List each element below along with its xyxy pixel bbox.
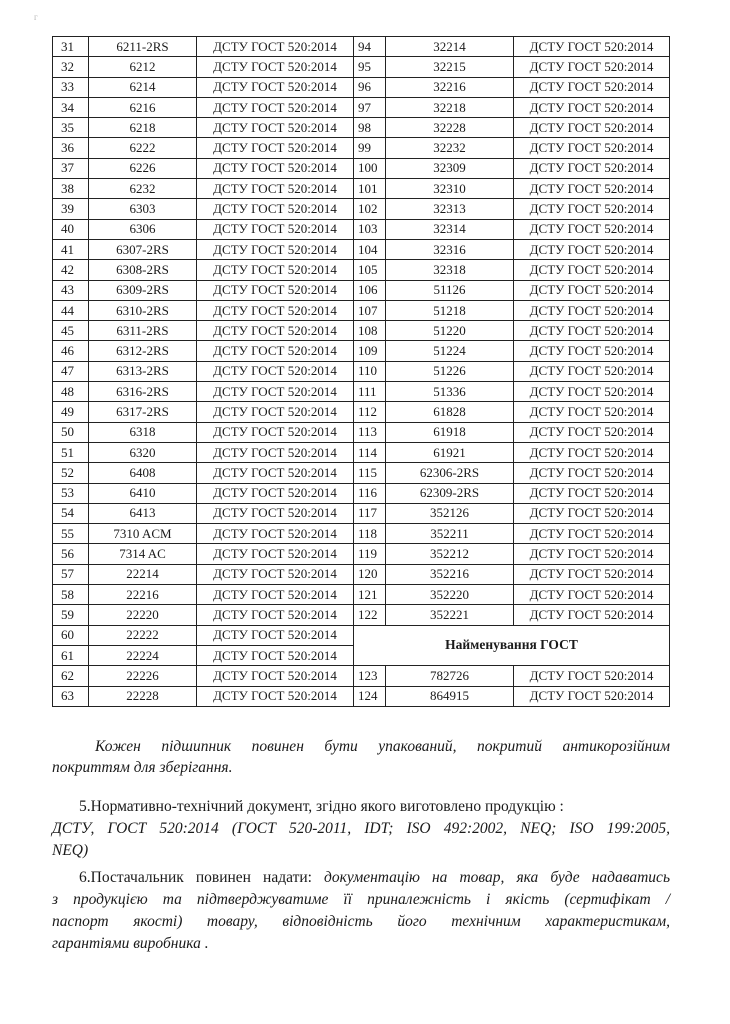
bearing-code-cell: 22216 (89, 585, 197, 605)
bearing-code-cell: 6232 (89, 179, 197, 199)
row-number-cell: 123 (354, 666, 386, 686)
bearing-code-cell: 32214 (386, 37, 514, 57)
bearing-code-cell: 32314 (386, 219, 514, 239)
bearing-table (52, 36, 670, 707)
standard-cell: ДСТУ ГОСТ 520:2014 (514, 544, 670, 564)
standard-cell: ДСТУ ГОСТ 520:2014 (514, 77, 670, 97)
standard-cell: ДСТУ ГОСТ 520:2014 (197, 442, 354, 462)
table-row (53, 422, 670, 442)
bearing-code-cell: 6317-2RS (89, 402, 197, 422)
standard-cell: ДСТУ ГОСТ 520:2014 (514, 118, 670, 138)
row-number-cell: 104 (354, 239, 386, 259)
bearing-code-cell: 352212 (386, 544, 514, 564)
row-number-cell: 108 (354, 321, 386, 341)
table-row (53, 686, 670, 706)
row-number-cell: 102 (354, 199, 386, 219)
table-row (53, 158, 670, 178)
standard-cell: ДСТУ ГОСТ 520:2014 (197, 239, 354, 259)
row-number-cell: 62 (53, 666, 89, 686)
bearing-code-cell: 62309-2RS (386, 483, 514, 503)
row-number-cell: 31 (53, 37, 89, 57)
table-row (53, 605, 670, 625)
row-number-cell: 97 (354, 97, 386, 117)
bearing-code-cell: 7310 ACM (89, 524, 197, 544)
row-number-cell: 107 (354, 300, 386, 320)
bearing-code-cell: 6216 (89, 97, 197, 117)
bearing-code-cell: 51126 (386, 280, 514, 300)
bearing-code-cell: 51220 (386, 321, 514, 341)
bearing-code-cell: 6410 (89, 483, 197, 503)
standard-cell: ДСТУ ГОСТ 520:2014 (514, 666, 670, 686)
table-row (53, 57, 670, 77)
bearing-code-cell: 32215 (386, 57, 514, 77)
row-number-cell: 38 (53, 179, 89, 199)
standard-cell: ДСТУ ГОСТ 520:2014 (514, 280, 670, 300)
bearing-code-cell: 62306-2RS (386, 463, 514, 483)
standard-cell: ДСТУ ГОСТ 520:2014 (197, 382, 354, 402)
standard-cell: ДСТУ ГОСТ 520:2014 (197, 199, 354, 219)
bearing-code-cell: 352220 (386, 585, 514, 605)
bearing-code-cell: 32318 (386, 260, 514, 280)
row-number-cell: 48 (53, 382, 89, 402)
standard-cell: ДСТУ ГОСТ 520:2014 (197, 544, 354, 564)
row-number-cell: 117 (354, 503, 386, 523)
bearing-code-cell: 6316-2RS (89, 382, 197, 402)
bearing-code-cell: 7314 AC (89, 544, 197, 564)
bearing-code-cell: 6211-2RS (89, 37, 197, 57)
table-row (53, 77, 670, 97)
bearing-code-cell: 864915 (386, 686, 514, 706)
bearing-code-cell: 32232 (386, 138, 514, 158)
table-row (53, 585, 670, 605)
standard-cell: ДСТУ ГОСТ 520:2014 (197, 564, 354, 584)
bearing-code-cell: 352221 (386, 605, 514, 625)
row-number-cell: 63 (53, 686, 89, 706)
row-number-cell: 42 (53, 260, 89, 280)
row-number-cell: 59 (53, 605, 89, 625)
standard-cell: ДСТУ ГОСТ 520:2014 (514, 503, 670, 523)
row-number-cell: 37 (53, 158, 89, 178)
row-number-cell: 101 (354, 179, 386, 199)
standard-cell: ДСТУ ГОСТ 520:2014 (514, 260, 670, 280)
bearing-code-cell: 61921 (386, 442, 514, 462)
standard-cell: ДСТУ ГОСТ 520:2014 (197, 463, 354, 483)
standard-cell: ДСТУ ГОСТ 520:2014 (197, 118, 354, 138)
table-row (53, 239, 670, 259)
standard-cell: ДСТУ ГОСТ 520:2014 (514, 564, 670, 584)
row-number-cell: 114 (354, 442, 386, 462)
supplier-requirement-doc: документацію на товар, яка буде надаватись (324, 869, 670, 886)
row-number-cell: 98 (354, 118, 386, 138)
row-number-cell: 49 (53, 402, 89, 422)
bearing-code-cell: 22220 (89, 605, 197, 625)
row-number-cell: 110 (354, 361, 386, 381)
bearing-code-cell: 22214 (89, 564, 197, 584)
standard-cell: ДСТУ ГОСТ 520:2014 (514, 138, 670, 158)
row-number-cell: 122 (354, 605, 386, 625)
bearing-code-cell: 352126 (386, 503, 514, 523)
bearing-code-cell: 32313 (386, 199, 514, 219)
standard-cell: ДСТУ ГОСТ 520:2014 (197, 422, 354, 442)
bearing-code-cell: 61828 (386, 402, 514, 422)
standard-cell: ДСТУ ГОСТ 520:2014 (514, 686, 670, 706)
scan-corner-mark: г (34, 12, 38, 22)
row-number-cell: 45 (53, 321, 89, 341)
standard-cell: ДСТУ ГОСТ 520:2014 (197, 686, 354, 706)
standard-cell: ДСТУ ГОСТ 520:2014 (514, 300, 670, 320)
bearing-code-cell: 32310 (386, 179, 514, 199)
standard-cell: ДСТУ ГОСТ 520:2014 (514, 341, 670, 361)
bearing-code-cell: 22228 (89, 686, 197, 706)
standard-cell: ДСТУ ГОСТ 520:2014 (197, 605, 354, 625)
row-number-cell: 32 (53, 57, 89, 77)
bearing-code-cell: 32228 (386, 118, 514, 138)
normative-doc-heading: 5.Нормативно-технічний документ, згідно якого виготовлено продукцію : (79, 798, 564, 815)
table-row (53, 402, 670, 422)
standard-cell: ДСТУ ГОСТ 520:2014 (514, 463, 670, 483)
standard-cell: ДСТУ ГОСТ 520:2014 (197, 260, 354, 280)
row-number-cell: 115 (354, 463, 386, 483)
standard-cell: ДСТУ ГОСТ 520:2014 (514, 37, 670, 57)
standard-cell: ДСТУ ГОСТ 520:2014 (197, 57, 354, 77)
bearing-code-cell: 6218 (89, 118, 197, 138)
bearing-code-cell: 6226 (89, 158, 197, 178)
row-number-cell: 50 (53, 422, 89, 442)
table-row (53, 625, 670, 645)
bearing-code-cell: 61918 (386, 422, 514, 442)
standard-cell: ДСТУ ГОСТ 520:2014 (197, 321, 354, 341)
standard-cell: ДСТУ ГОСТ 520:2014 (197, 645, 354, 665)
standard-cell: ДСТУ ГОСТ 520:2014 (514, 219, 670, 239)
standard-cell: ДСТУ ГОСТ 520:2014 (514, 483, 670, 503)
standard-cell: ДСТУ ГОСТ 520:2014 (197, 37, 354, 57)
supplier-requirement-line1 (79, 867, 670, 888)
standard-cell: ДСТУ ГОСТ 520:2014 (514, 57, 670, 77)
standard-cell: ДСТУ ГОСТ 520:2014 (197, 503, 354, 523)
row-number-cell: 47 (53, 361, 89, 381)
table-row (53, 118, 670, 138)
bearing-code-cell: 51226 (386, 361, 514, 381)
standard-cell: ДСТУ ГОСТ 520:2014 (514, 605, 670, 625)
table-row (53, 564, 670, 584)
bearing-code-cell: 6320 (89, 442, 197, 462)
standard-cell: ДСТУ ГОСТ 520:2014 (197, 524, 354, 544)
standard-cell: ДСТУ ГОСТ 520:2014 (197, 666, 354, 686)
row-number-cell: 109 (354, 341, 386, 361)
row-number-cell: 99 (354, 138, 386, 158)
standard-cell: ДСТУ ГОСТ 520:2014 (197, 280, 354, 300)
table-row (53, 97, 670, 117)
row-number-cell: 118 (354, 524, 386, 544)
table-row (53, 463, 670, 483)
table-row (53, 280, 670, 300)
standard-cell: ДСТУ ГОСТ 520:2014 (197, 97, 354, 117)
standard-cell: ДСТУ ГОСТ 520:2014 (514, 402, 670, 422)
standard-cell: ДСТУ ГОСТ 520:2014 (514, 361, 670, 381)
bearing-code-cell: 51218 (386, 300, 514, 320)
row-number-cell: 46 (53, 341, 89, 361)
row-number-cell: 121 (354, 585, 386, 605)
standard-cell: ДСТУ ГОСТ 520:2014 (197, 179, 354, 199)
bearing-code-cell: 22224 (89, 645, 197, 665)
packaging-note-line2: покриттям для зберігання. (52, 759, 233, 776)
standard-cell: ДСТУ ГОСТ 520:2014 (514, 422, 670, 442)
standard-cell: ДСТУ ГОСТ 520:2014 (514, 239, 670, 259)
row-number-cell: 33 (53, 77, 89, 97)
bearing-code-cell: 6310-2RS (89, 300, 197, 320)
bearing-code-cell: 6318 (89, 422, 197, 442)
bearing-code-cell: 6313-2RS (89, 361, 197, 381)
row-number-cell: 53 (53, 483, 89, 503)
standard-cell: ДСТУ ГОСТ 520:2014 (514, 321, 670, 341)
bearing-code-cell: 6303 (89, 199, 197, 219)
row-number-cell: 58 (53, 585, 89, 605)
table-row (53, 219, 670, 239)
bearing-code-cell: 6212 (89, 57, 197, 77)
standard-cell: ДСТУ ГОСТ 520:2014 (514, 97, 670, 117)
standard-cell: ДСТУ ГОСТ 520:2014 (197, 158, 354, 178)
standard-cell: ДСТУ ГОСТ 520:2014 (197, 138, 354, 158)
table-row (53, 442, 670, 462)
bearing-code-cell: 6311-2RS (89, 321, 197, 341)
standard-cell: ДСТУ ГОСТ 520:2014 (197, 483, 354, 503)
bearing-code-cell: 6307-2RS (89, 239, 197, 259)
table-row (53, 321, 670, 341)
bearing-code-cell: 352216 (386, 564, 514, 584)
bearing-code-cell: 6312-2RS (89, 341, 197, 361)
standard-cell: ДСТУ ГОСТ 520:2014 (514, 199, 670, 219)
table-row (53, 666, 670, 686)
standard-cell: ДСТУ ГОСТ 520:2014 (197, 625, 354, 645)
row-number-cell: 61 (53, 645, 89, 665)
supplier-requirement-lead: 6.Постачальник повинен надати: (79, 869, 324, 886)
packaging-note-line1: Кожен підшипник повинен бути упакований, покритий антикорозійним (95, 738, 670, 755)
row-number-cell: 54 (53, 503, 89, 523)
bearing-code-cell: 32216 (386, 77, 514, 97)
bearing-code-cell: 51336 (386, 382, 514, 402)
standard-cell: ДСТУ ГОСТ 520:2014 (514, 442, 670, 462)
supplier-requirement-line2: з продукцією та підтверджуватиме її приналежність і якість (сертифікат / (52, 891, 670, 908)
standard-cell: ДСТУ ГОСТ 520:2014 (197, 361, 354, 381)
table-row (53, 260, 670, 280)
bearing-code-cell: 6309-2RS (89, 280, 197, 300)
bearing-code-cell: 32309 (386, 158, 514, 178)
row-number-cell: 34 (53, 97, 89, 117)
bearing-code-cell: 6306 (89, 219, 197, 239)
bearing-code-cell: 6214 (89, 77, 197, 97)
row-number-cell: 105 (354, 260, 386, 280)
row-number-cell: 103 (354, 219, 386, 239)
row-number-cell: 112 (354, 402, 386, 422)
bearing-code-cell: 6222 (89, 138, 197, 158)
normative-doc-standards: ДСТУ, ГОСТ 520:2014 (ГОСТ 520-2011, IDT; ISO 492:2002, NEQ; ISO 199:2005, (52, 820, 670, 837)
standard-cell: ДСТУ ГОСТ 520:2014 (197, 402, 354, 422)
row-number-cell: 51 (53, 442, 89, 462)
bearing-code-cell: 22226 (89, 666, 197, 686)
supplier-requirement-line3: паспорт якості) товару, відповідність його технічним характеристикам, (52, 913, 670, 930)
table-row (53, 382, 670, 402)
standard-cell: ДСТУ ГОСТ 520:2014 (514, 382, 670, 402)
row-number-cell: 56 (53, 544, 89, 564)
row-number-cell: 41 (53, 239, 89, 259)
table-row (53, 37, 670, 57)
bearing-code-cell: 6408 (89, 463, 197, 483)
bearing-code-cell: 6308-2RS (89, 260, 197, 280)
row-number-cell: 39 (53, 199, 89, 219)
row-number-cell: 44 (53, 300, 89, 320)
table-row (53, 138, 670, 158)
row-number-cell: 111 (354, 382, 386, 402)
standard-cell: ДСТУ ГОСТ 520:2014 (514, 585, 670, 605)
row-number-cell: 100 (354, 158, 386, 178)
table-row (53, 503, 670, 523)
bearing-code-cell: 32218 (386, 97, 514, 117)
supplier-requirement-line4: гарантіями виробника . (52, 935, 209, 952)
bearing-code-cell: 22222 (89, 625, 197, 645)
row-number-cell: 52 (53, 463, 89, 483)
table-row (53, 524, 670, 544)
standard-cell: ДСТУ ГОСТ 520:2014 (197, 219, 354, 239)
row-number-cell: 94 (354, 37, 386, 57)
standard-cell: ДСТУ ГОСТ 520:2014 (197, 77, 354, 97)
table-row (53, 341, 670, 361)
table-row (53, 300, 670, 320)
bearing-code-cell: 352211 (386, 524, 514, 544)
table-row (53, 483, 670, 503)
standard-cell: ДСТУ ГОСТ 520:2014 (197, 341, 354, 361)
standard-cell: ДСТУ ГОСТ 520:2014 (197, 300, 354, 320)
row-number-cell: 60 (53, 625, 89, 645)
row-number-cell: 116 (354, 483, 386, 503)
standard-cell: ДСТУ ГОСТ 520:2014 (514, 179, 670, 199)
table-row (53, 199, 670, 219)
row-number-cell: 113 (354, 422, 386, 442)
table-row (53, 179, 670, 199)
row-number-cell: 95 (354, 57, 386, 77)
row-number-cell: 119 (354, 544, 386, 564)
row-number-cell: 106 (354, 280, 386, 300)
row-number-cell: 96 (354, 77, 386, 97)
row-number-cell: 35 (53, 118, 89, 138)
row-number-cell: 40 (53, 219, 89, 239)
standard-cell: ДСТУ ГОСТ 520:2014 (514, 524, 670, 544)
bearing-code-cell: 51224 (386, 341, 514, 361)
table-row (53, 361, 670, 381)
row-number-cell: 57 (53, 564, 89, 584)
bearing-code-cell: 782726 (386, 666, 514, 686)
row-number-cell: 55 (53, 524, 89, 544)
bearing-code-cell: 32316 (386, 239, 514, 259)
row-number-cell: 120 (354, 564, 386, 584)
table-row (53, 544, 670, 564)
row-number-cell: 36 (53, 138, 89, 158)
bearing-code-cell: 6413 (89, 503, 197, 523)
standard-cell: ДСТУ ГОСТ 520:2014 (197, 585, 354, 605)
normative-doc-standards-cont: NEQ) (52, 842, 89, 859)
gost-name-header: Найменування ГОСТ (354, 625, 670, 666)
standard-cell: ДСТУ ГОСТ 520:2014 (514, 158, 670, 178)
row-number-cell: 124 (354, 686, 386, 706)
row-number-cell: 43 (53, 280, 89, 300)
